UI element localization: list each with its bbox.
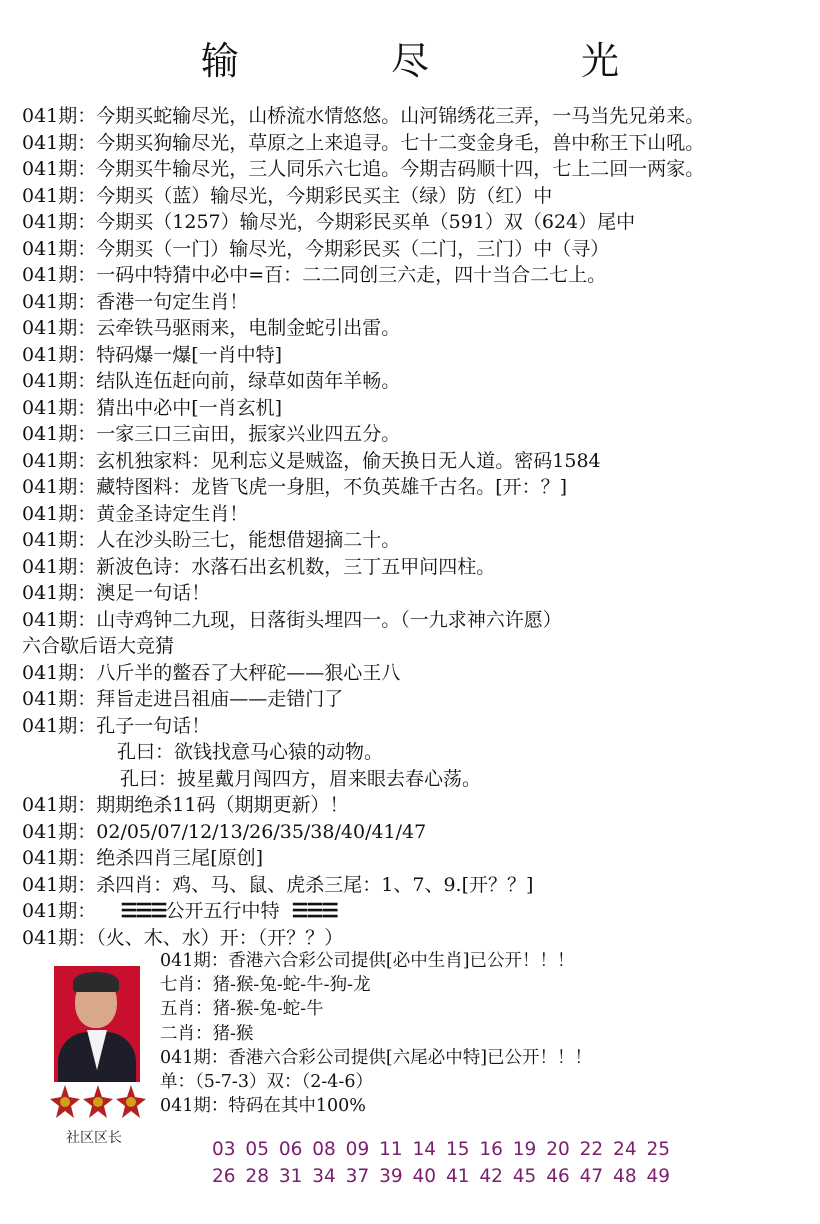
medals-decoration <box>50 1085 150 1125</box>
text-line: 041期：特码在其中100% <box>160 1096 366 1117</box>
numbers-row: 26 28 31 34 37 39 40 41 42 45 46 47 48 49 <box>212 1166 671 1187</box>
text-line: 041期：香港六合彩公司提供[必中生肖]已公开！！！ <box>160 951 575 971</box>
text-line: 041期：八斤半的鳖吞了大秤砣——狠心王八 <box>22 661 401 684</box>
text-line: 041期：今期买（一门）输尽光，今期彩民买（二门，三门）中（寻） <box>22 237 610 260</box>
kong-line: 孔曰：披星戴月闯四方，眉来眼去春心荡。 <box>120 767 482 790</box>
wuxing-heading <box>22 898 812 925</box>
text-line: 041期：猜出中必中[一肖玄机] <box>22 396 283 419</box>
portrait-photo <box>54 966 140 1082</box>
page-title: 输 尽 光 <box>200 39 690 83</box>
text-line: 041期：02/05/07/12/13/26/35/38/40/41/47 <box>22 820 427 843</box>
kong-line: 孔曰：欲钱找意马心猿的动物。 <box>117 741 384 763</box>
text-line: 五肖：猪-猴-兔-蛇-牛 <box>160 999 324 1020</box>
bottom-text-block <box>160 949 810 1118</box>
text-line: 041期：特码爆一爆[一肖中特] <box>22 343 283 366</box>
text-line: 041期：孔子一句话！ <box>22 714 211 737</box>
wuxing-prefix: 041期： <box>22 900 97 922</box>
bars-icon: ☰☰☰ <box>291 900 337 922</box>
text-line: 041期：黄金圣诗定生肖！ <box>22 502 249 525</box>
text-line: 041期：结队连伍赶向前，绿草如茵年羊畅。 <box>22 370 401 392</box>
photo-caption: 社区区长 <box>66 1130 122 1146</box>
text-line: 七肖：猪-猴-兔-蛇-牛-狗-龙 <box>160 975 371 996</box>
text-line: 041期：今期买狗输尽光，草原之上来追寻。七十二变金身毛，兽中称王下山吼。 <box>22 131 705 154</box>
text-line: 041期：今期买蛇输尽光，山桥流水情悠悠。山河锦绣花三弄，一马当先兄弟来。 <box>22 105 705 127</box>
main-text-block <box>22 103 812 951</box>
text-line: 二肖：猪-猴 <box>160 1023 254 1044</box>
medal-icon <box>116 1085 146 1121</box>
numbers-row: 03 05 06 08 09 11 14 15 16 19 20 22 24 25 <box>212 1139 671 1160</box>
text-line: 041期：一码中特猜中必中=百：二二同创三六走，四十当合二七上。 <box>22 264 607 286</box>
text-line: 041期：新波色诗：水落石出玄机数，三丁五甲问四柱。 <box>22 555 496 578</box>
wuxing-text: 公开五行中特 <box>165 900 280 922</box>
section-heading: 六合歇后语大竞猜 <box>22 635 175 657</box>
text-line: 单：（5-7-3）双：（2-4-6） <box>160 1071 373 1092</box>
text-line: 041期：澳足一句话！ <box>22 582 211 604</box>
medal-icon <box>83 1085 113 1121</box>
text-line: 041期：今期买（蓝）输尽光，今期彩民买主（绿）防（红）中 <box>22 184 553 207</box>
text-line: 041期：玄机独家料：见利忘义是贼盗，偷天换日无人道。密码1584 <box>22 449 601 472</box>
text-line: 041期：今期买牛输尽光，三人同乐六七追。今期吉码顺十四，七上二回一两家。 <box>22 158 705 180</box>
text-line: 041期：今期买（1257）输尽光，今期彩民买单（591）双（624）尾中 <box>22 211 636 233</box>
bars-icon: ☰☰☰ <box>120 900 166 922</box>
text-line: 041期：云牵铁马驱雨来，电制金蛇引出雷。 <box>22 317 401 339</box>
medal-icon <box>50 1085 80 1121</box>
text-line: 041期：香港六合彩公司提供[六尾必中特]已公开！！！ <box>160 1047 593 1068</box>
text-line: 041期：香港一句定生肖！ <box>22 290 249 313</box>
text-line: 041期：山寺鸡钟二九现，日落街头埋四一。（一九求神六许愿） <box>22 608 562 631</box>
text-line: 041期：人在沙头盼三七，能想借翅摘二十。 <box>22 529 401 551</box>
text-line: 041期：期期绝杀11码（期期更新）！ <box>22 794 349 816</box>
text-line: 041期：（火、木、水）开：（开？？） <box>22 926 344 949</box>
text-line: 041期：拜旨走进吕祖庙——走错门了 <box>22 688 344 710</box>
text-line: 041期：藏特图料：龙皆飞虎一身胆，不负英雄千古名。[开：？] <box>22 476 568 498</box>
text-line: 041期：绝杀四肖三尾[原创] <box>22 847 264 869</box>
text-line: 041期：一家三口三亩田，振家兴业四五分。 <box>22 423 401 445</box>
text-line: 041期：杀四肖：鸡、马、鼠、虎杀三尾：1、7、9.[开？？] <box>22 873 534 896</box>
